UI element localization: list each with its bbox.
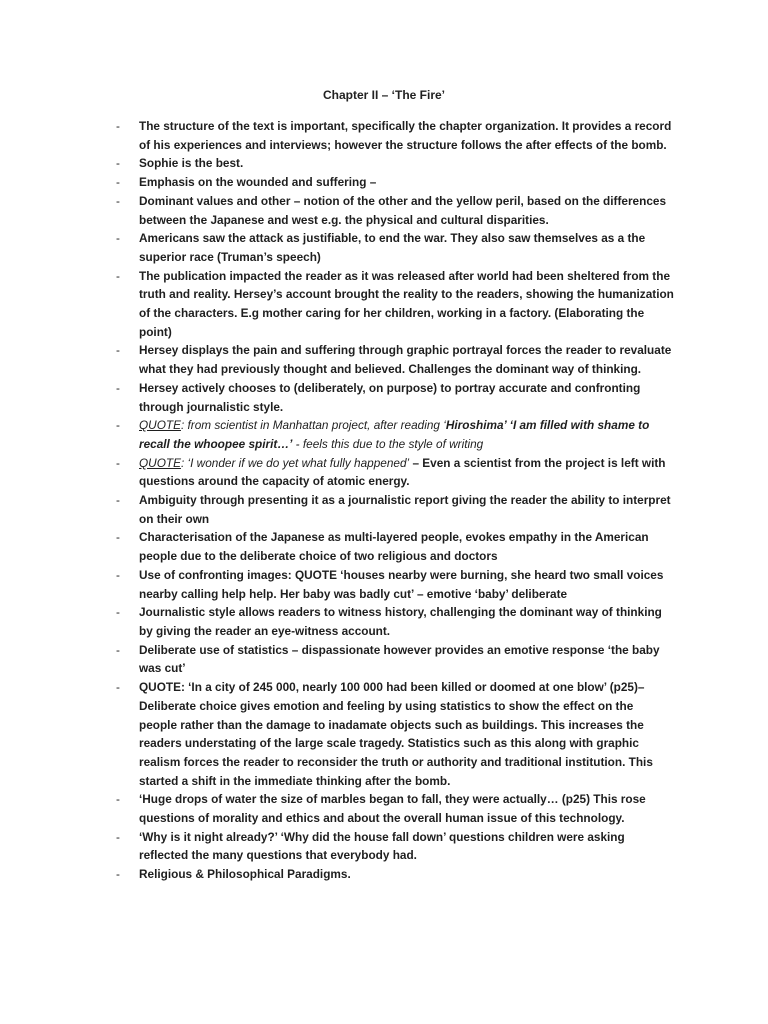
bullet-dash: - (116, 175, 120, 190)
list-item (0, 379, 674, 416)
list-item-text: - feels this due to the style of writing (292, 436, 484, 451)
list-item-text: Ambiguity through presenting it as a journalistic report giving the reader the ability to interpret on their own (139, 493, 671, 526)
list-item (0, 865, 674, 884)
list-item (0, 828, 674, 865)
list-item-text: Religious & Philosophical Paradigms. (139, 867, 351, 882)
bullet-dash: - (116, 605, 120, 620)
list-item (0, 603, 674, 640)
list-item-text: : ‘I wonder if we do yet what fully happened’ (180, 455, 410, 470)
list-item-text: Emphasis on the wounded and suffering – (139, 175, 377, 190)
bullet-dash: - (116, 193, 120, 208)
list-item-text: : from scientist in Manhattan project, after reading ‘ (180, 418, 446, 433)
list-item-text: QUOTE (139, 455, 181, 470)
bullet-dash: - (116, 792, 120, 807)
list-item-text: Characterisation of the Japanese as multi-layered people, evokes empathy in the American people due to the deliberate choice of two religious and doctors (139, 530, 649, 564)
notes-list (0, 117, 768, 884)
list-item (0, 528, 674, 565)
list-item (0, 173, 674, 192)
bullet-dash: - (116, 680, 120, 695)
list-item-text: Deliberate choice gives emotion and feeling by using statistics to show the effect on the people rather than the damage to inadamate objects such as buildings. This increases the readers understating of the large scale tragedy. Statistics such as this along with graphic realism forces the reader to reconsider the truth or authority and traditional institution. This started a shift in the immediate thinking after the bomb. (139, 698, 653, 788)
list-item-text: QUOTE: (139, 680, 185, 695)
list-item-text: Use of confronting images: QUOTE (139, 567, 341, 582)
list-item (0, 117, 674, 154)
list-item (0, 641, 674, 678)
list-item-text: The publication impacted the reader as it was released after world had been sheltered from the truth and reality. Hersey’s account brought the reality to the readers, showing the humanization of the characters. E.g mother caring for her children, working in a factory. (Elaborating the point) (139, 268, 674, 339)
list-item (0, 267, 674, 342)
list-item-text: Hiroshima’ ‘I am filled with shame to recall the whoopee spirit…’ (139, 418, 650, 451)
list-item-text: Americans saw the attack as justifiable, to end the war. They also saw themselves as a the superior race (Truman’s speech) (139, 231, 646, 264)
bullet-dash: - (116, 231, 120, 246)
list-item-text: – Even a scientist from the project is left with questions around the capacity of atomic energy. (139, 455, 666, 489)
bullet-dash: - (116, 418, 120, 433)
list-item-text: ‘In a city of 245 000, nearly 100 000 had been killed or doomed at one blow’ (p25)– (184, 680, 645, 695)
bullet-dash: - (116, 493, 120, 508)
list-item (0, 416, 674, 453)
bullet-dash: - (116, 567, 120, 582)
list-item (0, 192, 674, 229)
list-item-text: Hersey actively chooses to (deliberately, on purpose) to portray accurate and confronting through journalistic style. (139, 380, 641, 414)
list-item-text: The structure of the text is important, specifically the chapter organization. It provides a record of his experiences and interviews; however the structure follows the after effects of the bomb. (139, 119, 672, 152)
list-item (0, 566, 674, 603)
bullet-dash: - (116, 829, 120, 844)
list-item (0, 678, 674, 790)
list-item-text: Deliberate use of statistics – dispassionate however provides an emotive response ‘the baby was cut’ (139, 642, 660, 676)
list-item-text: ‘Huge drops of water the size of marbles began to fall, they were actually… (p25) This rose questions of morality and ethics and about the overall human issue of this technology. (139, 792, 646, 826)
page-title: Chapter II – ‘The Fire’ (322, 88, 446, 102)
list-item-text: ‘houses nearby were burning, she heard two small voices nearby calling help help. Her baby was badly cut’ – emotive ‘baby’ deliberate (139, 567, 664, 601)
list-item-text: Hersey displays the pain and suffering through graphic portrayal forces the reader to revaluate what they had previously thought and believed. Challenges the dominant way of thinking. (139, 343, 672, 377)
list-item (0, 491, 674, 528)
list-item (0, 454, 674, 491)
bullet-dash: - (116, 268, 120, 283)
bullet-dash: - (116, 530, 120, 545)
bullet-dash: - (116, 119, 120, 133)
list-item-text: ‘Why is it night already?’ ‘Why did the house fall down’ questions children were asking reflected the many questions that everybody had. (139, 829, 625, 863)
list-item (0, 341, 674, 378)
list-item (0, 790, 674, 827)
bullet-dash: - (116, 380, 120, 395)
list-item-text: QUOTE (139, 418, 181, 433)
bullet-dash: - (116, 455, 120, 470)
bullet-dash: - (116, 156, 120, 171)
bullet-dash: - (116, 642, 120, 657)
list-item-text: Dominant values and other – notion of the other and the yellow peril, based on the differences between the Japanese and west e.g. the physical and cultural disparities. (139, 193, 667, 227)
list-item-text: Sophie is the best. (139, 156, 244, 171)
list-item (0, 229, 674, 266)
list-item (0, 154, 674, 173)
list-item-text: Journalistic style allows readers to witness history, challenging the dominant way of thinking by giving the reader an eye-witness account. (139, 605, 662, 638)
bullet-dash: - (116, 343, 120, 358)
bullet-dash: - (116, 867, 120, 882)
